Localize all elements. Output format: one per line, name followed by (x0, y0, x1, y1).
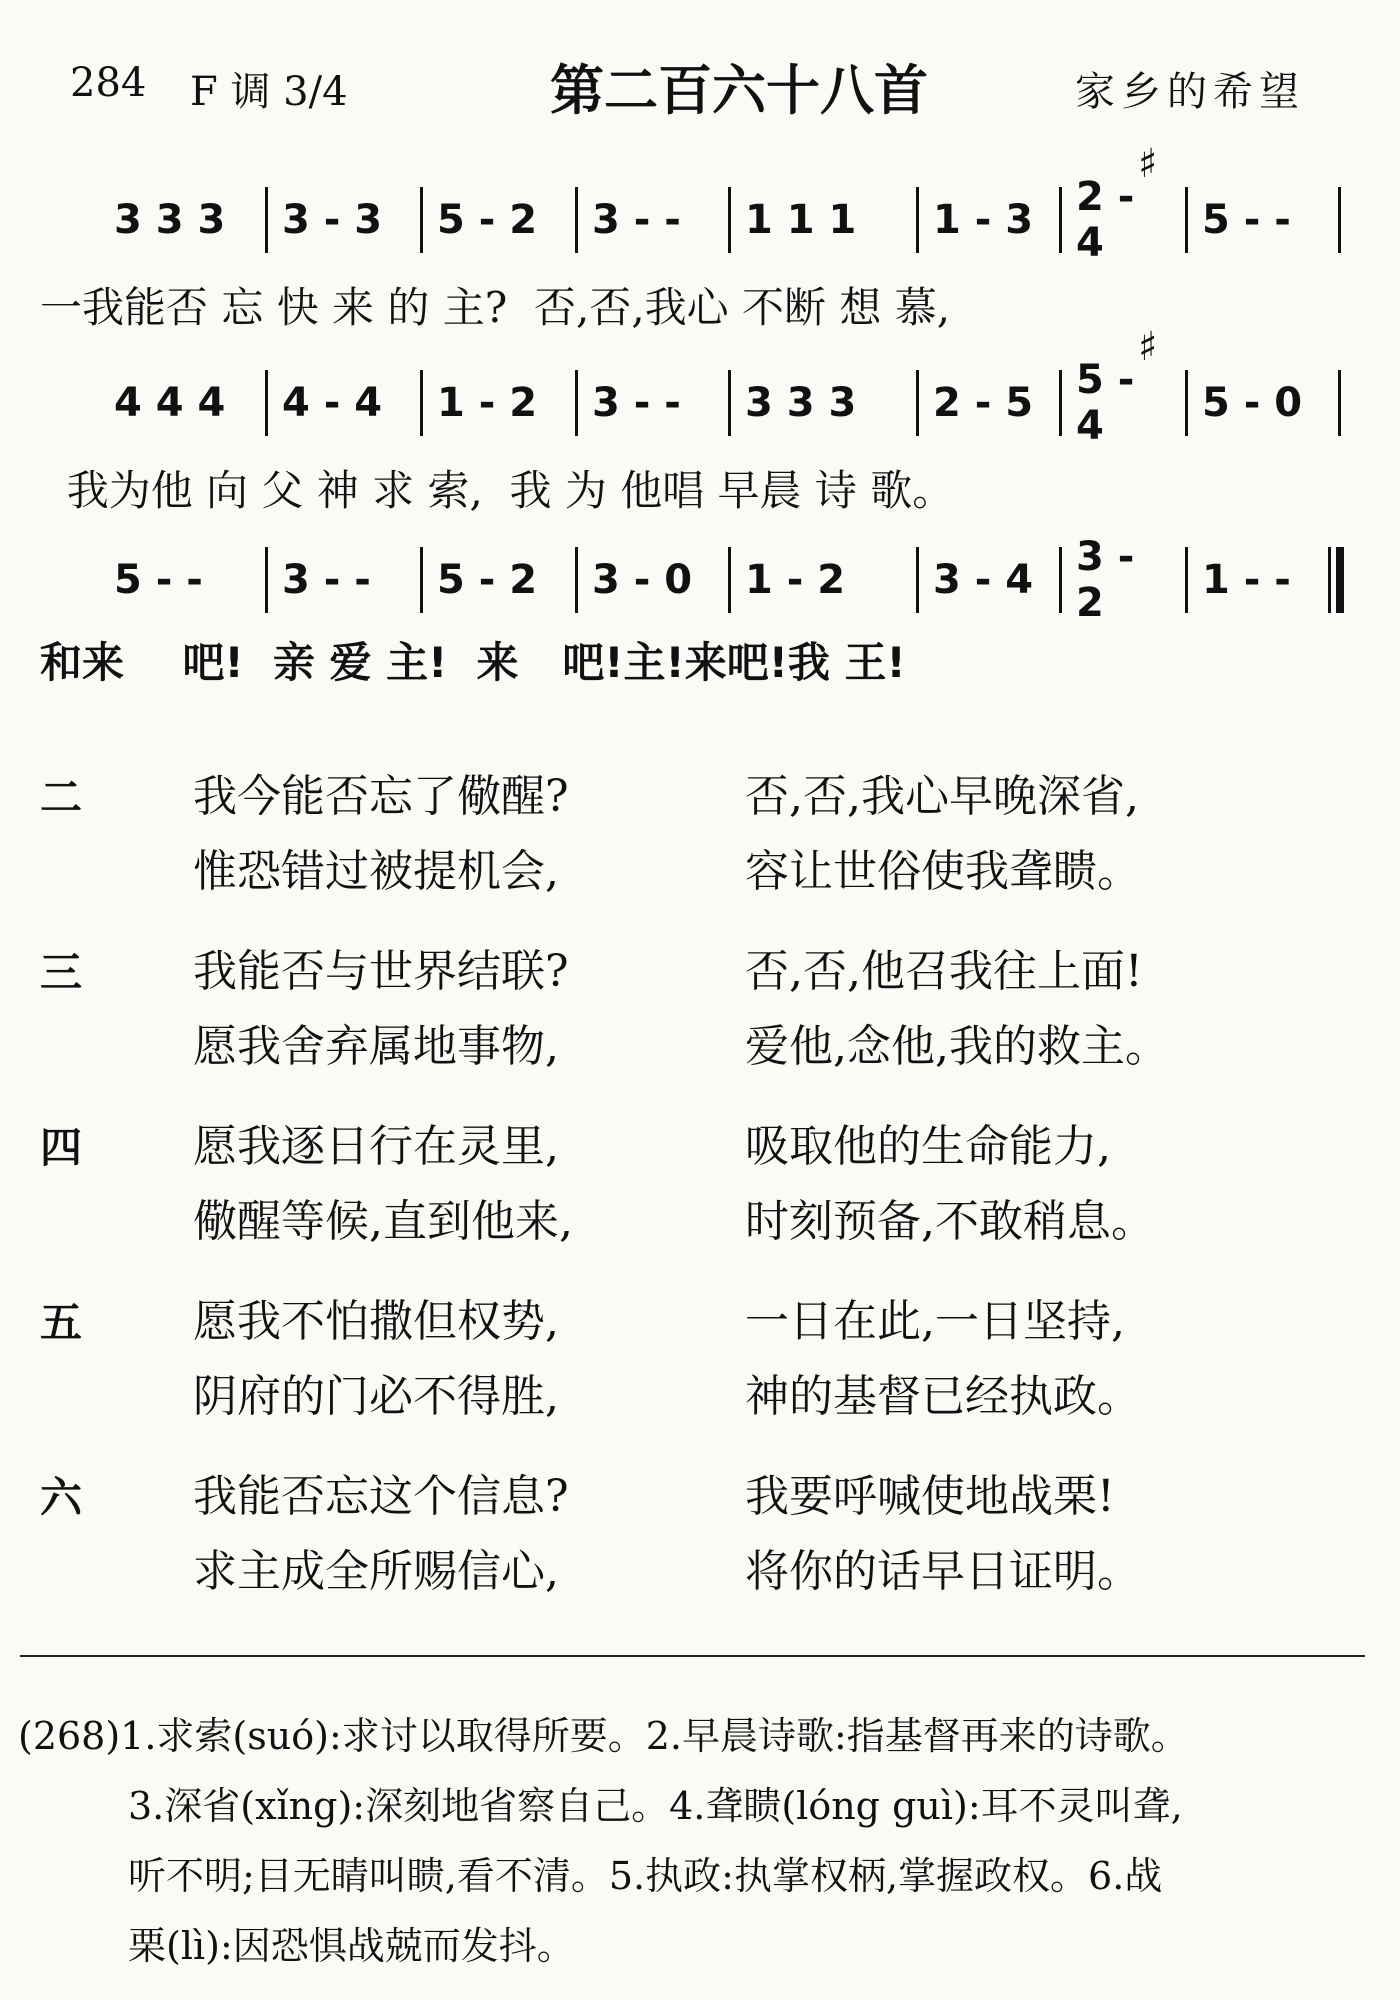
refrain-lyrics: 和来 吧! 亲 爱 主! 来 吧!主!来吧!我 王! (40, 638, 906, 687)
verse-line: 阴府的门必不得胜, (193, 1371, 559, 1422)
measure: 5 - - (114, 557, 203, 603)
measure: 5 - 2 (437, 197, 538, 243)
lyrics-line-2: 我为他 向 父 神 求 索, 我 为 他唱 早晨 诗 歌。 (40, 466, 955, 515)
verse-line: 惟恐错过被提机会, (193, 846, 559, 897)
score-line-1 (100, 141, 1345, 266)
barline (1328, 547, 1331, 613)
measure: 1 - 2 (437, 380, 538, 426)
measure: 5 - 0 (1202, 380, 1303, 426)
verse-line: 我能否忘这个信息? (193, 1471, 569, 1522)
verse-line: 我要呼喊使地战栗! (745, 1471, 1115, 1522)
verse-number: 四 (40, 1123, 83, 1172)
measure: 5 - 4 (1076, 357, 1135, 449)
measure: 4 - 4 (282, 380, 383, 426)
measure: 1 - 3 (933, 197, 1034, 243)
lyrics-line-1: 一我能否 忘 快 来 的 主? 否,否,我心 不断 想 慕, (40, 283, 951, 332)
score-line-2 (100, 324, 1345, 449)
verse-line: 否,否,他召我往上面! (745, 946, 1143, 997)
sharp-icon: ♯ (1138, 324, 1158, 370)
page-number: 284 (70, 60, 147, 106)
measure: 4 4 4 (114, 380, 226, 426)
measure: 2 - 4 (1076, 174, 1135, 266)
footnote-divider (20, 1655, 1365, 1657)
verse-line: 一日在此,一日坚持, (745, 1296, 1125, 1347)
score-line-3 (100, 534, 1345, 626)
footnote-line: 栗(lì):因恐惧战兢而发抖。 (128, 1924, 575, 1968)
measure: 5 - 2 (437, 557, 538, 603)
verse-number: 二 (40, 773, 83, 822)
verse-line: 吸取他的生命能力, (745, 1121, 1111, 1172)
measure: 2 - 5 (933, 380, 1034, 426)
measure: 1 - 2 (745, 557, 846, 603)
measure: 3 - 2 (1076, 534, 1135, 626)
verse-line: 求主成全所赐信心, (193, 1546, 559, 1597)
footnote-line: (268)1.求索(suó):求讨以取得所要。2.早晨诗歌:指基督再来的诗歌。 (18, 1714, 1189, 1758)
verse-line: 我今能否忘了儆醒? (193, 771, 569, 822)
verse-line: 容让世俗使我聋瞆。 (745, 846, 1141, 897)
verse-line: 我能否与世界结联? (193, 946, 569, 997)
measure: 3 - 4 (933, 557, 1034, 603)
verse-line: 将你的话早日证明。 (745, 1546, 1141, 1597)
measure: 3 - - (592, 197, 681, 243)
verse-line: 神的基督已经执政。 (745, 1371, 1141, 1422)
measure: 1 1 1 (745, 197, 857, 243)
footnote-line: 3.深省(xǐng):深刻地省察自己。4.聋瞆(lóng guì):耳不灵叫聋, (128, 1784, 1183, 1828)
measure: 5 - - (1202, 197, 1291, 243)
verse-number: 三 (40, 948, 83, 997)
verse-line: 儆醒等候,直到他来, (193, 1196, 573, 1247)
measure: 3 - 3 (282, 197, 383, 243)
measure: 3 - 0 (592, 557, 693, 603)
measure: 1 - - (1202, 557, 1291, 603)
hymn-title: 家乡的希望 (1075, 69, 1305, 115)
hymn-number: 第二百六十八首 (550, 59, 928, 122)
verse-number: 六 (40, 1473, 83, 1522)
verse-line: 愿我不怕撒但权势, (193, 1296, 559, 1347)
barline (1338, 187, 1341, 253)
verse-number: 五 (40, 1298, 83, 1347)
sharp-icon: ♯ (1138, 141, 1158, 187)
verse-line: 愿我舍弃属地事物, (193, 1021, 559, 1072)
measure: 3 - - (592, 380, 681, 426)
verse-line: 否,否,我心早晚深省, (745, 771, 1139, 822)
measure: 3 3 3 (745, 380, 857, 426)
barline (1338, 370, 1341, 436)
verse-line: 爱他,念他,我的救主。 (745, 1021, 1169, 1072)
final-barline (1336, 547, 1344, 613)
measure: 3 - - (282, 557, 371, 603)
footnote-line: 听不明;目无睛叫瞆,看不清。5.执政:执掌权柄,掌握政权。6.战 (128, 1854, 1163, 1898)
key-signature: F 调 3/4 (190, 69, 348, 115)
verse-line: 愿我逐日行在灵里, (193, 1121, 559, 1172)
verse-line: 时刻预备,不敢稍息。 (745, 1196, 1155, 1247)
measure: 3 3 3 (114, 197, 226, 243)
